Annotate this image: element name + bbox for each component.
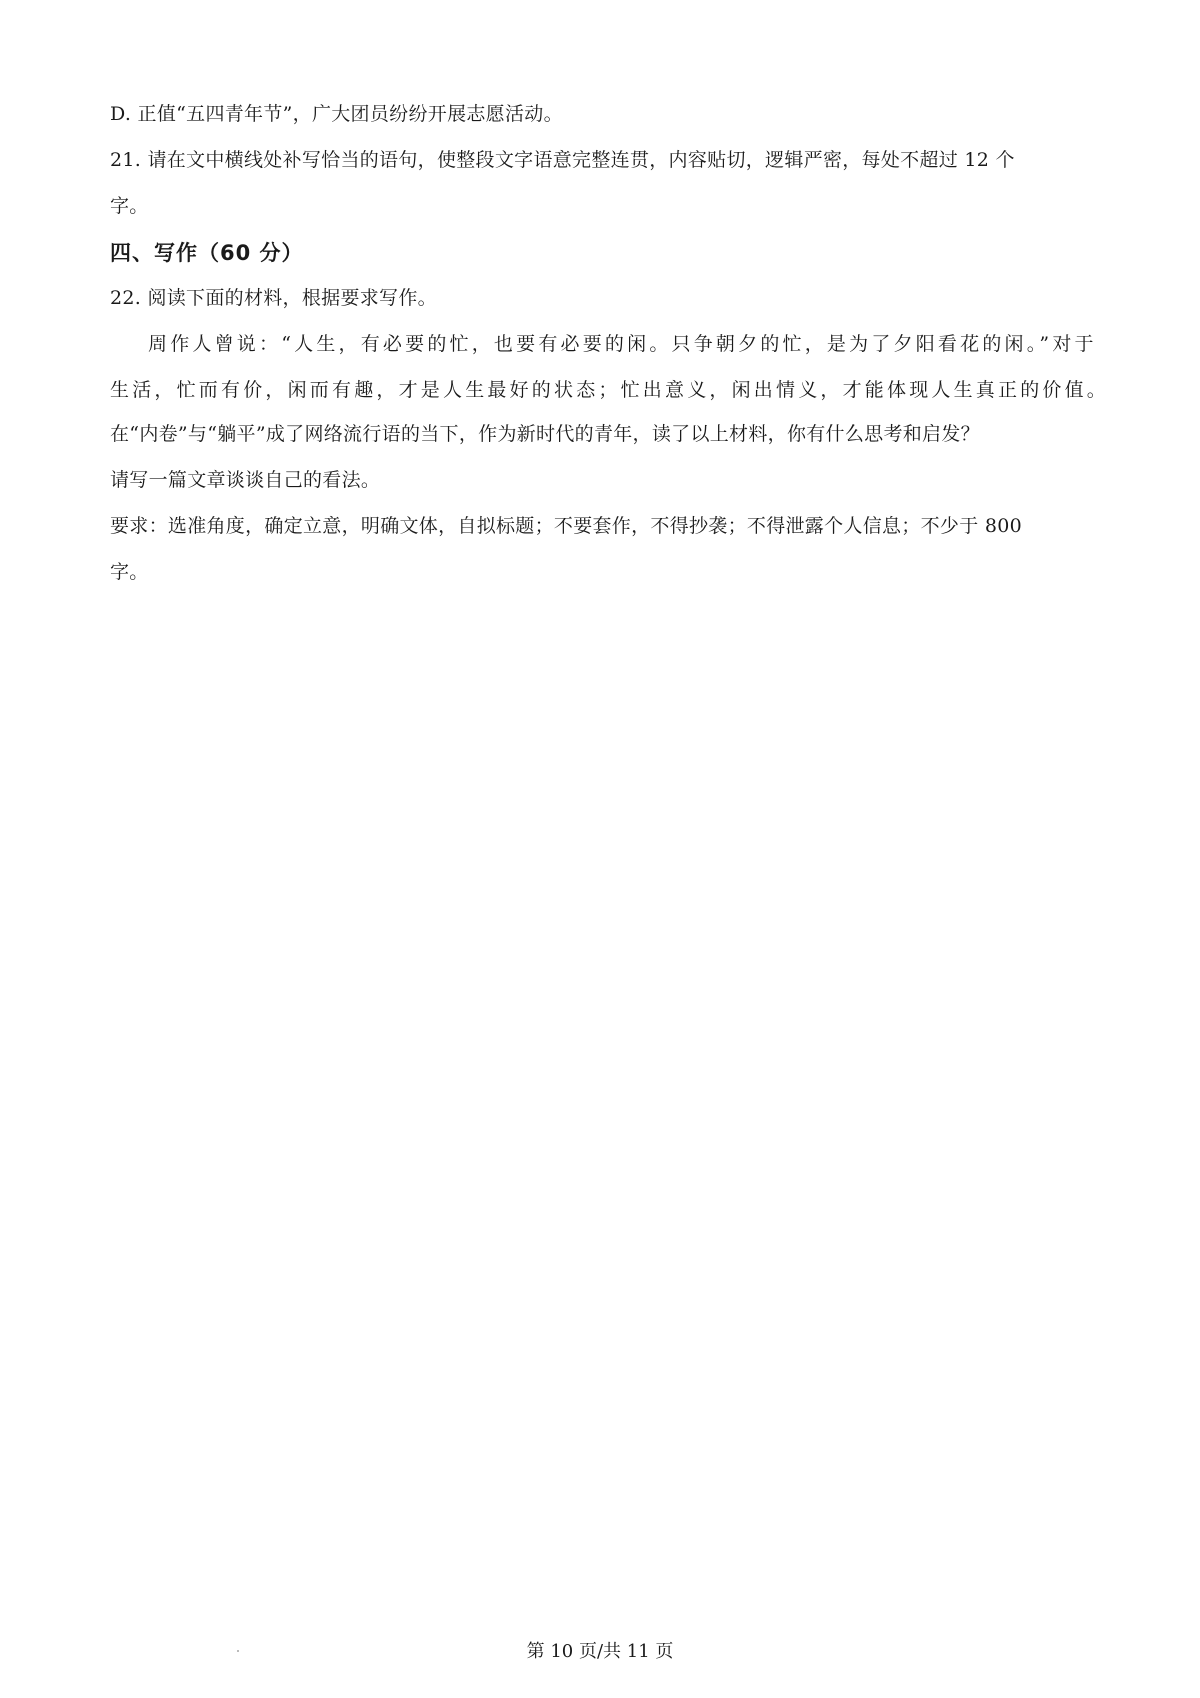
material-quote-line-1: 周作人曾说：“人生，有必要的忙，也要有必要的闲。只争朝夕的忙，是为了夕阳看花的闲。”对于	[148, 333, 1097, 355]
requirements-line-1: 要求：选准角度，确定立意，明确文体，自拟标题；不要套作，不得抄袭；不得泄露个人信息；不少于 800	[110, 515, 1023, 537]
option-d-text: D. 正值“五四青年节”，广大团员纷纷开展志愿活动。	[110, 103, 563, 125]
question-22-text: 22. 阅读下面的材料，根据要求写作。	[110, 287, 437, 309]
page-number-footer: 第 10 页/共 11 页	[526, 1641, 674, 1662]
material-quote-line-2: 生活，忙而有价，闲而有趣，才是人生最好的状态；忙出意义，闲出情义，才能体现人生真正的价值。	[110, 379, 1110, 401]
requirements-line-2: 字。	[110, 561, 149, 583]
question-21-text: 21. 请在文中横线处补写恰当的语句，使整段文字语意完整连贯，内容贴切，逻辑严密，每处不超过 12 个	[110, 149, 1015, 171]
section-heading-writing: 四、写作（60 分）	[110, 241, 304, 265]
prompt-line-2: 请写一篇文章谈谈自己的看法。	[110, 469, 381, 491]
question-21-text-continued: 字。	[110, 195, 149, 217]
prompt-line-1: 在“内卷”与“躺平”成了网络流行语的当下，作为新时代的青年，读了以上材料，你有什么思考和启发？	[110, 423, 980, 445]
